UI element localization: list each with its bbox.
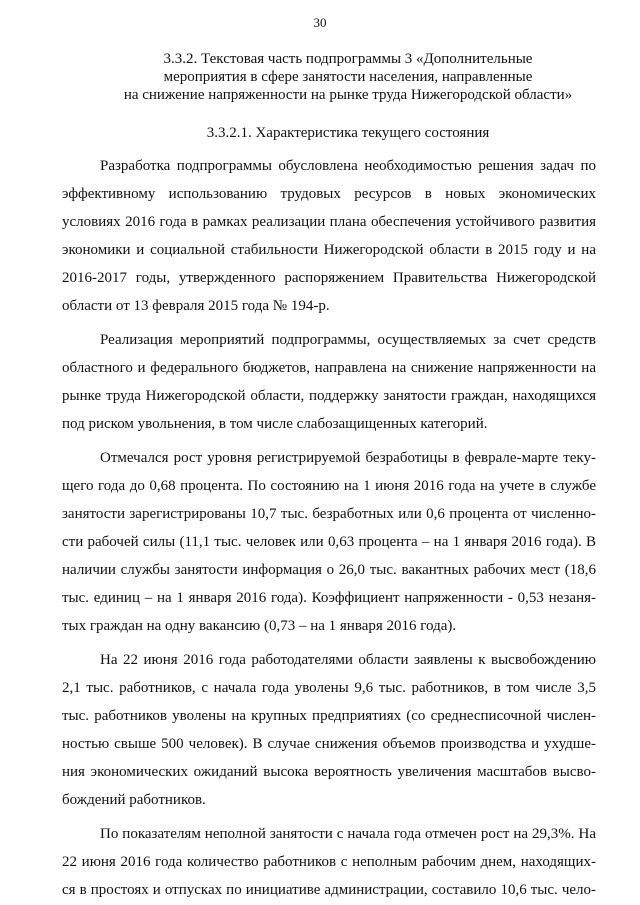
text-line: тых граждан на одну вакансию (0,73 – на 1 января 2016 года). [62,618,457,634]
text-line: щего года до 0,68 процента. По состоянию на 1 июня 2016 года на учете в службе [62,478,596,494]
subsection-heading: 3.3.2.1. Характеристика текущего состояния [206,125,490,141]
text-line: ностью свыше 500 человек). В случае снижения объемов производства и ухудше- [62,736,596,752]
text-line: тыс. единиц – на 1 января 2016 года). Коэффициент напряженности - 0,53 незаня- [62,590,596,606]
heading-line: на снижение напряженности на рынке труда Нижегородской области» [123,87,573,103]
text-line: рынке труда Нижегородской области, поддержку занятости граждан, находящихся [62,388,596,404]
text-line: ся в простоях и отпусках по инициативе администрации, составило 10,6 тыс. чело- [62,882,596,898]
text-line: под риском увольнения, в том числе слабозащищенных категорий. [62,416,488,432]
heading-line: 3.3.2. Текстовая часть подпрограммы 3 «Дополнительные [163,51,533,67]
text-line: 2016-2017 годы, утвержденного распоряжением Правительства Нижегородской [62,270,596,286]
text-line: ния экономических ожиданий высока вероятность увеличения масштабов высво- [62,764,596,780]
paragraph [62,820,596,904]
text-line: 2,1 тыс. работников, с начала года уволены 9,6 тыс. работников, в том числе 3,5 [62,680,596,696]
text-line: По показателям неполной занятости с начала года отмечен рост на 29,3%. На [100,826,596,842]
text-line: тыс. работников уволены на крупных предприятиях (со среднесписочной числен- [62,708,596,724]
text-line: занятости зарегистрированы 10,7 тыс. безработных или 0,6 процента от численно- [62,506,596,522]
text-line: Реализация мероприятий подпрограммы, осуществляемых за счет средств [100,332,596,348]
text-line: Отмечался рост уровня регистрируемой безработицы в феврале-марте теку- [100,450,596,466]
text-line: Разработка подпрограммы обусловлена необходимостью решения задач по [100,158,596,174]
text-line: На 22 июня 2016 года работодателями области заявлены к высвобождению [100,652,596,668]
text-line: областного и федерального бюджетов, направлена на снижение напряженности на [62,360,596,376]
text-line: бождений работников. [62,792,206,808]
text-line: 22 июня 2016 года количество работников с неполным рабочим днем, находящих- [62,854,596,870]
text-line: экономики и социальной стабильности Нижегородской области в 2015 году и на [62,242,596,258]
paragraph [62,444,596,640]
paragraph [62,326,596,438]
text-line: условиях 2016 года в рамках реализации плана обеспечения устойчивого развития [62,214,596,230]
text-line: эффективному использованию трудовых ресурсов в новых экономических [62,186,596,202]
page-number: 30 [313,15,327,30]
body-text [62,152,596,904]
heading-line: мероприятия в сфере занятости населения, направленные [163,69,533,85]
text-line: области от 13 февраля 2015 года № 194-р. [62,298,330,314]
text-line: сти рабочей силы (11,1 тыс. человек или 0,63 процента – на 1 января 2016 года). В [62,534,596,550]
paragraph [62,646,596,814]
section-heading [88,50,608,104]
text-line: наличии службы занятости информация о 26,0 тыс. вакантных рабочих мест (18,6 [62,562,596,578]
paragraph [62,152,596,320]
